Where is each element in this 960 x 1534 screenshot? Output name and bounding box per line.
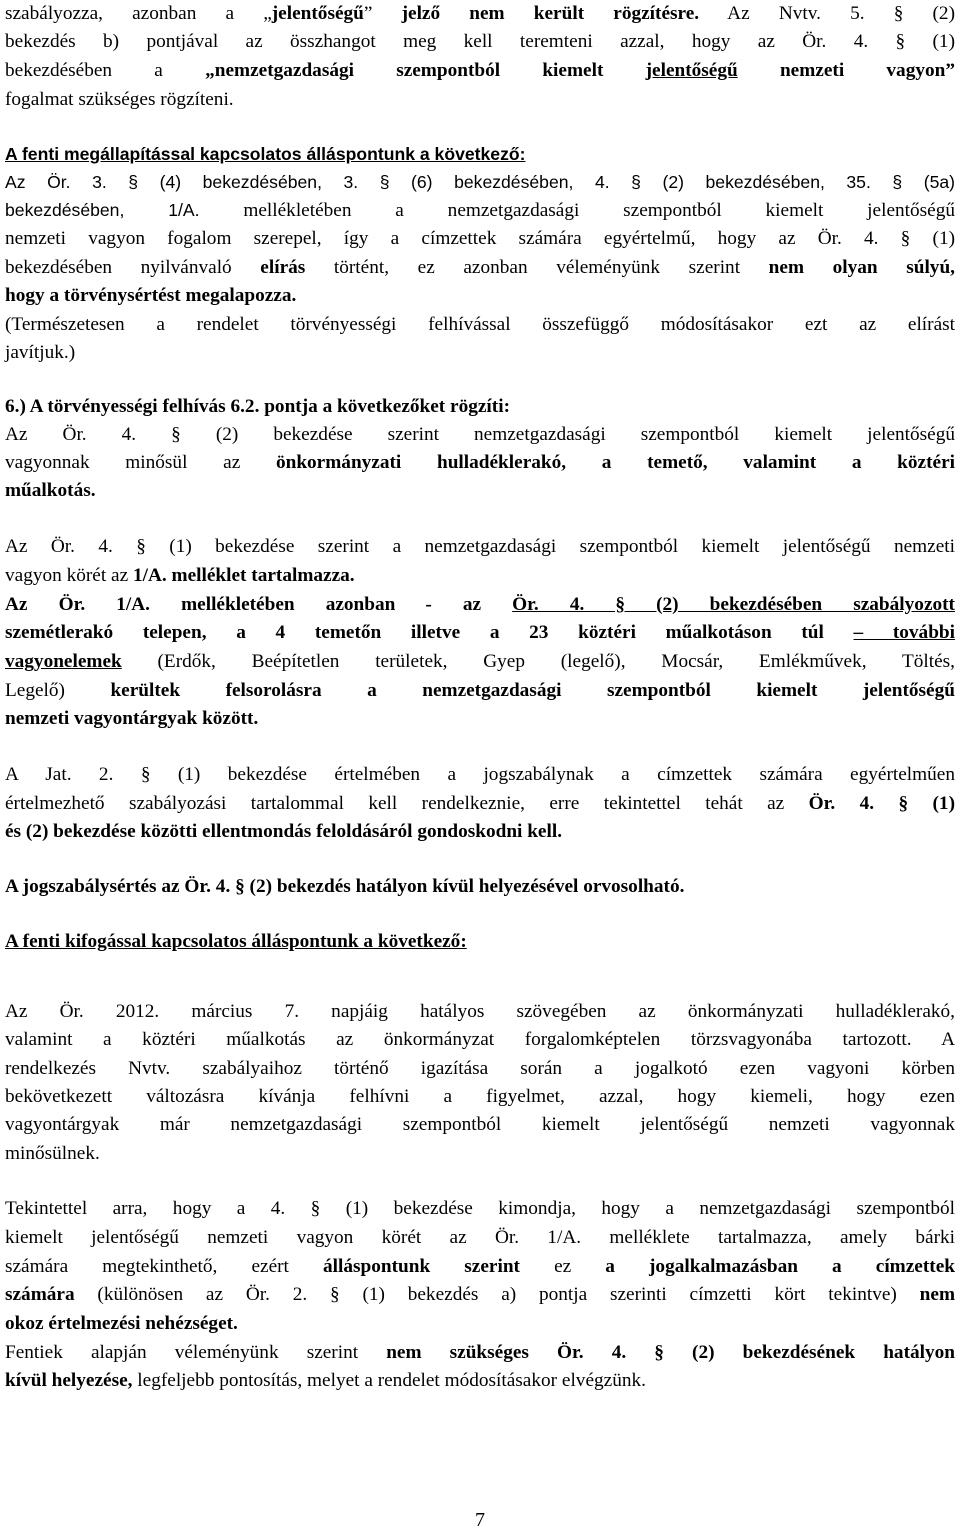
text-line: [5, 1224, 955, 1252]
text-segment: szabályozza, azonban a „: [5, 3, 272, 24]
text-line: [5, 619, 955, 647]
bold-text-segment: számára: [5, 1284, 75, 1305]
text-line: [5, 393, 955, 421]
text-segment: bekezdés b) pontjával az összhangot meg kell teremteni azzal, hogy az Ör. 4. § (1): [5, 31, 955, 52]
bold-text-segment: 1/A. melléklet tartalmazza.: [132, 565, 355, 586]
text-line: [5, 1140, 955, 1168]
text-segment: Az Ör. 4. § (2) bekezdése szerint nemzetgazdasági szempontból kiemelt jelentőségű: [5, 424, 955, 445]
text-line: [5, 1026, 955, 1054]
text-line: [5, 818, 955, 846]
bold-text-segment: nem: [919, 1284, 955, 1305]
bold-text-segment: nemzeti vagyon”: [737, 60, 955, 81]
bold-text-segment: jelző nem került rögzítésre.: [401, 3, 700, 24]
text-line: [5, 140, 955, 168]
text-segment: (Természetesen a rendelet törvényességi felhívással összefüggő módosításakor ezt az elírást: [5, 314, 955, 335]
bold-text-segment: és (2) bekezdése közötti ellentmondás feloldásáról gondoskodni kell.: [5, 821, 563, 842]
bold-text-segment: nem szükséges Ör. 4. § (2) bekezdésének hatályon: [386, 1342, 955, 1363]
text-line: [5, 421, 955, 449]
text-segment: nemzeti vagyon fogalom szerepel, így a címzettek számára egyértelmű, hogy az Ör. 4. § (1): [5, 228, 955, 249]
text-line: [5, 1083, 955, 1111]
text-line: [5, 1310, 955, 1338]
text-line: [5, 86, 955, 114]
text-segment: vagyonnak minősül az: [5, 452, 276, 473]
text-line: [5, 196, 955, 224]
text-segment: valamint a köztéri műalkotás az önkormányzat forgalomképtelen törzsvagyonába tartozott. A: [5, 1029, 955, 1050]
bold-text-segment: – további: [853, 622, 955, 643]
bold-text-segment: a jogalkalmazásban a címzettek: [605, 1256, 955, 1277]
bold-text-segment: 6.) A törvényességi felhívás 6.2. pontja a következőket rögzíti:: [5, 396, 510, 417]
bold-text-segment: - az: [425, 594, 513, 615]
text-segment: bekezdésében, 1/A.: [5, 200, 200, 220]
bold-text-segment: álláspontunk szerint: [323, 1256, 520, 1277]
text-segment: A Jat. 2. § (1) bekezdése értelmében a jogszabálynak a címzettek számára egyértelműen: [5, 764, 955, 785]
bold-text-segment: kívül helyezése,: [5, 1370, 133, 1391]
text-line: [5, 1055, 955, 1083]
text-line: [5, 57, 955, 85]
text-segment: vagyon körét az: [5, 565, 133, 586]
text-segment: kiemelt jelentőségű nemzeti vagyon körét az Ör. 1/A. melléklete tartalmazza, amely bárki: [5, 1227, 955, 1248]
text-line: [5, 533, 955, 561]
bold-text-segment: vagyonelemek: [5, 651, 122, 672]
bold-text-segment: szemétlerakó telepen, a 4 temetőn illetve a 23 köztéri műalkotáson túl: [5, 622, 854, 643]
text-line: [5, 562, 955, 590]
text-segment: minősülnek.: [5, 1143, 100, 1164]
bold-text-segment: Ör. 4. § (2) bekezdésében szabályozott: [512, 594, 955, 615]
text-segment: ”: [363, 3, 402, 24]
text-line: [5, 477, 955, 505]
text-segment: ez: [519, 1256, 606, 1277]
text-line: [5, 0, 955, 28]
text-line: [5, 254, 955, 282]
bold-text-segment: A fenti kifogással kapcsolatos álláspontunk a következő:: [5, 931, 467, 952]
text-segment: bekezdésében nyilvánvaló: [5, 257, 261, 278]
text-line: [5, 1253, 955, 1281]
text-segment: fogalmat szükséges rögzíteni.: [5, 89, 234, 110]
bold-text-segment: „nemzetgazdasági szempontból kiemelt: [205, 60, 646, 81]
text-segment: Az Ör. 4. § (1) bekezdése szerint a nemzetgazdasági szempontból kiemelt jelentőségű nemzeti: [5, 536, 955, 557]
text-line: [5, 591, 955, 619]
text-segment: javítjuk.): [5, 342, 76, 363]
bold-text-segment: okoz értelmezési nehézséget.: [5, 1313, 238, 1334]
text-segment: bekezdésében a: [5, 60, 206, 81]
text-line: [5, 677, 955, 705]
text-segment: értelmezhető szabályozási tartalommal kell rendelkeznie, erre tekintettel tehát az: [5, 793, 809, 814]
text-line: [5, 1281, 955, 1309]
text-line: [5, 449, 955, 477]
text-line: [5, 28, 955, 56]
text-line: [5, 1111, 955, 1139]
bold-text-segment: jelentőségű: [645, 60, 738, 81]
text-line: [5, 928, 955, 956]
bold-text-segment: műalkotás.: [5, 480, 96, 501]
bold-text-segment: elírás: [260, 257, 306, 278]
text-line: [5, 282, 955, 310]
text-segment: vagyontárgyak már nemzetgazdasági szempontból kiemelt jelentőségű nemzeti vagyonnak: [5, 1114, 955, 1135]
text-segment: rendelkezés Nvtv. szabályaihoz történő igazítása során a jogalkotó ezen vagyoni körben: [5, 1058, 955, 1079]
page-number: 7: [475, 1509, 485, 1531]
text-segment: Az Ör. 3. § (4) bekezdésében, 3. § (6) bekezdésében, 4. § (2) bekezdésében, 35. § (5a): [5, 172, 955, 192]
text-line: [5, 339, 955, 367]
text-segment: Az Nvtv. 5. § (2): [699, 3, 955, 24]
text-segment: Az Ör. 2012. március 7. napjáig hatályos szövegében az önkormányzati hulladéklerakó,: [5, 1001, 955, 1022]
bold-text-segment: kerültek felsorolásra a nemzetgazdasági szempontból kiemelt jelentőségű: [110, 680, 955, 701]
bold-text-segment: A fenti megállapítással kapcsolatos álláspontunk a következő:: [5, 144, 526, 164]
bold-text-segment: önkormányzati hulladéklerakó, a temető, valamint a köztéri: [275, 452, 955, 473]
text-line: [5, 311, 955, 339]
text-segment: bekövetkezett változásra kívánja felhívni a figyelmet, azzal, hogy kiemeli, hogy ezen: [5, 1086, 955, 1107]
text-line: [5, 225, 955, 253]
text-segment: (Erdők, Beépítetlen területek, Gyep (legelő), Mocsár, Emlékművek, Töltés,: [121, 651, 955, 672]
text-segment: mellékletében a nemzetgazdasági szempontból kiemelt jelentőségű: [199, 200, 955, 221]
text-segment: történt, ez azonban véleményünk szerint: [305, 257, 769, 278]
text-segment: számára megtekinthető, ezért: [5, 1256, 324, 1277]
bold-text-segment: nemzeti vagyontárgyak között.: [5, 708, 259, 729]
text-line: [5, 998, 955, 1026]
text-line: [5, 873, 955, 901]
text-line: [5, 168, 955, 196]
text-segment: (különösen az Ör. 2. § (1) bekezdés a) pontja szerinti címzetti kört tekintve): [74, 1284, 920, 1305]
text-segment: Tekintettel arra, hogy a 4. § (1) bekezdése kimondja, hogy a nemzetgazdasági szempontból: [5, 1198, 955, 1219]
text-line: [5, 761, 955, 789]
bold-text-segment: nem olyan súlyú,: [768, 257, 955, 278]
text-line: [5, 1195, 955, 1223]
bold-text-segment: hogy a törvénysértést megalapozza.: [5, 285, 297, 306]
text-segment: Legelő): [5, 680, 111, 701]
text-line: [5, 1339, 955, 1367]
text-line: [5, 705, 955, 733]
text-line: [5, 648, 955, 676]
text-line: [5, 790, 955, 818]
text-line: [5, 1367, 955, 1395]
bold-text-segment: Az Ör. 1/A. mellékletében azonban: [5, 594, 396, 615]
bold-text-segment: Ör. 4. § (1): [808, 793, 955, 814]
bold-text-segment: jelentőségű: [271, 3, 364, 24]
text-segment: legfeljebb pontosítás, melyet a rendelet módosításakor elvégzünk.: [132, 1370, 646, 1391]
text-segment: Fentiek alapján véleményünk szerint: [5, 1342, 387, 1363]
bold-text-segment: A jogszabálysértés az Ör. 4. § (2) bekezdés hatályon kívül helyezésével orvosolható.: [5, 876, 685, 897]
